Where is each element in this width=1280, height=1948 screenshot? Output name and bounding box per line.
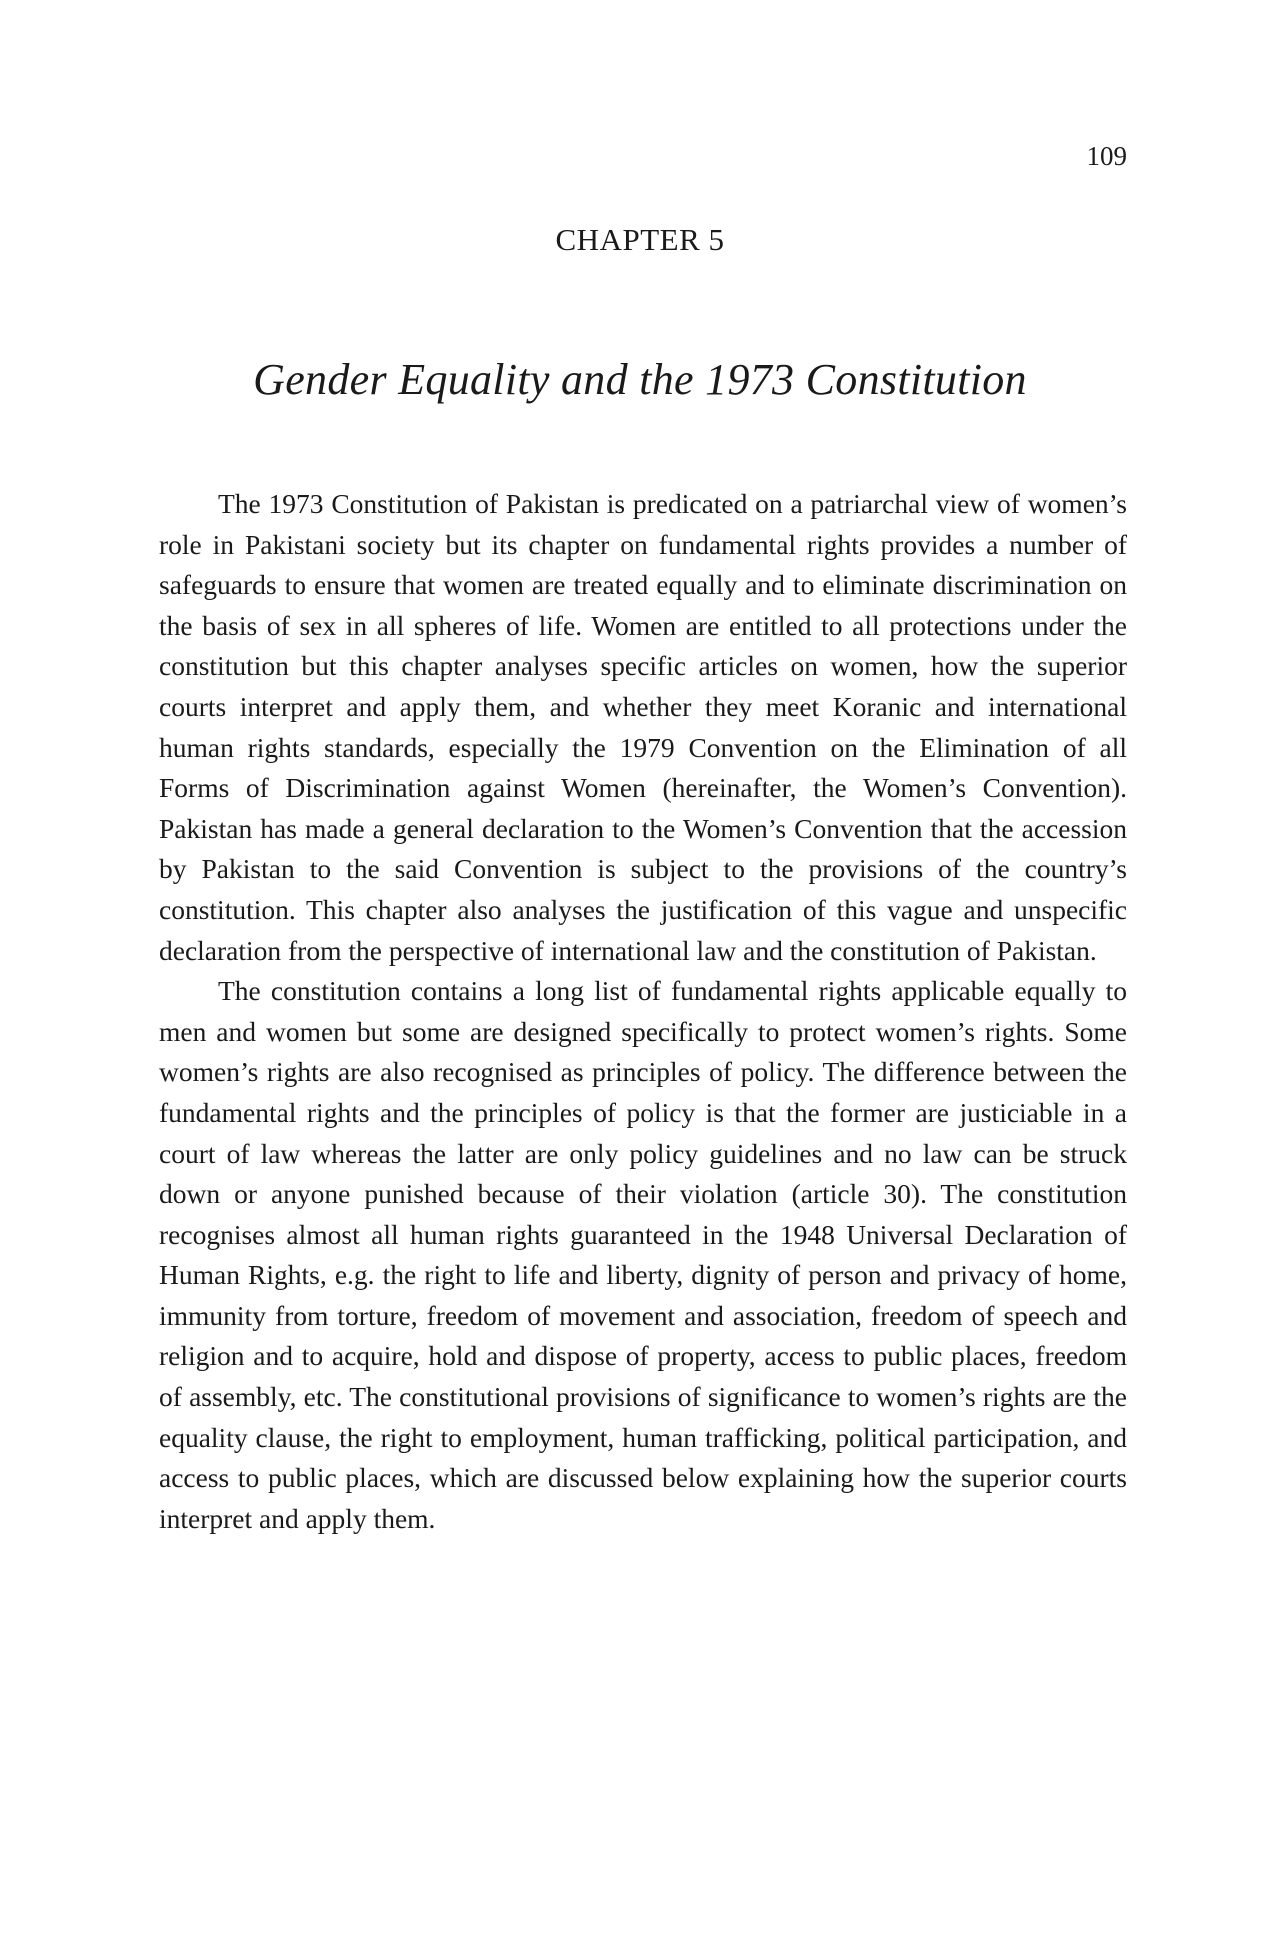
chapter-label: CHAPTER 5 [555, 222, 725, 257]
chapter-title: Gender Equality and the 1973 Constitution [253, 355, 1027, 404]
paragraph-1: The 1973 Constitution of Pakistan is predicated on a patriarchal view of women’s role in Pakistani society but its chapter on fundamental rights provides a number of safeguards to ensure that women are treated equally and to eliminate discrimination on the basis of sex in all spheres of life. Women are entitled to all protections under the constitution but this chapter analyses specific articles on women, how the superior courts interpret and apply them, and whether they meet Koranic and international human rights standards, especially the 1979 Convention on the Elimination of all Forms of Discrimination against Women (hereinafter, the Women’s Convention). Pakistan has made a general declaration to the Women’s Convention that the accession by Pakistan to the said Convention is subject to the provisions of the country’s constitution. This chapter also analyses the justification of this vague and unspecific declaration from the perspective of international law and the constitution of Pakistan. [159, 488, 1127, 966]
paragraph-2: The constitution contains a long list of fundamental rights applicable equally to men and women but some are designed specifically to protect women’s rights. Some women’s rights are also recognised as principles of policy. The difference between the fundamental rights and the principles of policy is that the former are justiciable in a court of law whereas the latter are only policy guidelines and no law can be struck down or anyone punished because of their violation (article 30). The constitution recognises almost all human rights guaranteed in the 1948 Universal Declaration of Human Rights, e.g. the right to life and liberty, dignity of person and privacy of home, immunity from torture, freedom of movement and association, freedom of speech and religion and to acquire, hold and dispose of property, access to public places, freedom of assembly, etc. The constitutional provisions of significance to women’s rights are the equality clause, the right to employment, human trafficking, political participation, and access to public places, which are discussed below explaining how the superior courts interpret and apply them. [159, 975, 1127, 1534]
page-number: 109 [1086, 141, 1127, 171]
body-text [159, 484, 1127, 1539]
